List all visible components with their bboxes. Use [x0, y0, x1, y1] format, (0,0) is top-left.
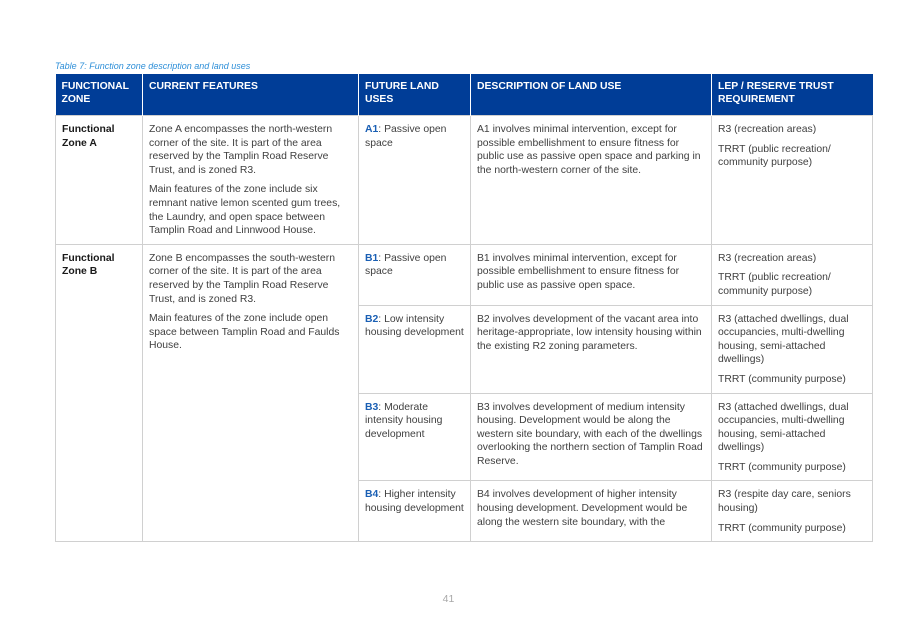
requirement-a1 [712, 116, 873, 245]
page-number: 41 [442, 593, 455, 605]
land-use-label: : Low intensity housing development [365, 313, 464, 339]
requirement-line: R3 (recreation areas) [718, 252, 817, 264]
header-description: DESCRIPTION OF LAND USE [471, 74, 712, 116]
land-use-code: A1 [365, 124, 379, 135]
features-paragraph: Main features of the zone include open space between Tamplin Road and Faulds House. [149, 313, 340, 352]
requirement-b1 [712, 244, 873, 305]
header-future-land-uses: FUTURE LAND USES [359, 74, 471, 116]
requirement-b2 [712, 305, 873, 393]
table-caption: Table 7: Function zone description and land uses [55, 61, 251, 71]
table-row [56, 244, 873, 305]
land-use-code: B1 [365, 252, 379, 264]
features-paragraph: Zone A encompasses the north-western corner of the site. It is part of the area reserved by the Tamplin Road Reserve Trust, and is zoned R3. [149, 124, 333, 176]
requirement-line: R3 (attached dwellings, dual occupancies, multi-dwelling housing, semi-attached dwellings) [718, 313, 849, 366]
requirement-line: TRRT (public recreation/ community purpose) [718, 272, 831, 297]
land-use-b3 [359, 393, 471, 481]
zone-b-name: Functional Zone B [56, 244, 143, 542]
land-use-code: B2 [365, 313, 379, 325]
description-b3: B3 involves development of medium intensity housing. Development would be along the western site boundary, with each of the dwellings overlooking the northern section of Tamplin Road Reserve. [471, 393, 712, 481]
description-a1: A1 involves minimal intervention, except for possible embellishment to ensure fitness for public use as passive open space and parking in the north-western corner of the site. [471, 116, 712, 245]
header-current-features: CURRENT FEATURES [143, 74, 359, 116]
requirement-line: R3 (respite day care, seniors housing) [718, 489, 851, 515]
requirement-line: TRRT (public recreation/ community purpose) [718, 143, 831, 169]
land-use-b2 [359, 305, 471, 393]
header-functional-zone: FUNCTIONAL ZONE [56, 74, 143, 116]
land-use-label: : Higher intensity housing development [365, 489, 464, 515]
requirement-b4 [712, 481, 873, 542]
description-b4: B4 involves development of higher intensity housing development. Development would be along the western site boundary, with the [471, 481, 712, 542]
requirement-line: R3 (attached dwellings, dual occupancies, multi-dwelling housing, semi-attached dwellings) [718, 401, 849, 454]
zone-b-features [143, 244, 359, 542]
requirement-line: TRRT (community purpose) [718, 522, 846, 534]
land-use-code: B4 [365, 489, 379, 501]
header-requirement: LEP / RESERVE TRUST REQUIREMENT [712, 74, 873, 116]
function-zone-table [55, 74, 873, 542]
zone-a-features [143, 116, 359, 245]
requirement-line: TRRT (community purpose) [718, 373, 846, 385]
requirement-line: R3 (recreation areas) [718, 124, 817, 135]
requirement-b3 [712, 393, 873, 481]
land-use-b4 [359, 481, 471, 542]
land-use-label: : Passive open space [365, 124, 447, 149]
requirement-line: TRRT (community purpose) [718, 461, 846, 473]
features-paragraph: Zone B encompasses the south-western corner of the site. It is part of the area reserved by the Tamplin Road Reserve Trust, and is zoned R3. [149, 252, 335, 305]
table-row [56, 116, 873, 245]
land-use-label: : Passive open space [365, 252, 447, 278]
land-use-b1 [359, 244, 471, 305]
features-paragraph: Main features of the zone include six remnant native lemon scented gum trees, the Laundry, and open space between Tamplin Road and Linnwood House. [149, 184, 341, 237]
land-use-label: : Moderate intensity housing development [365, 401, 443, 440]
description-b1: B1 involves minimal intervention, except for possible embellishment to ensure fitness for public use as passive open space. [471, 244, 712, 305]
land-use-a1 [359, 116, 471, 245]
land-use-code: B3 [365, 401, 379, 413]
zone-a-name: Functional Zone A [56, 116, 143, 245]
description-b2: B2 involves development of the vacant area into heritage-appropriate, low intensity housing within the existing R2 zoning parameters. [471, 305, 712, 393]
table-header-row [56, 74, 873, 116]
